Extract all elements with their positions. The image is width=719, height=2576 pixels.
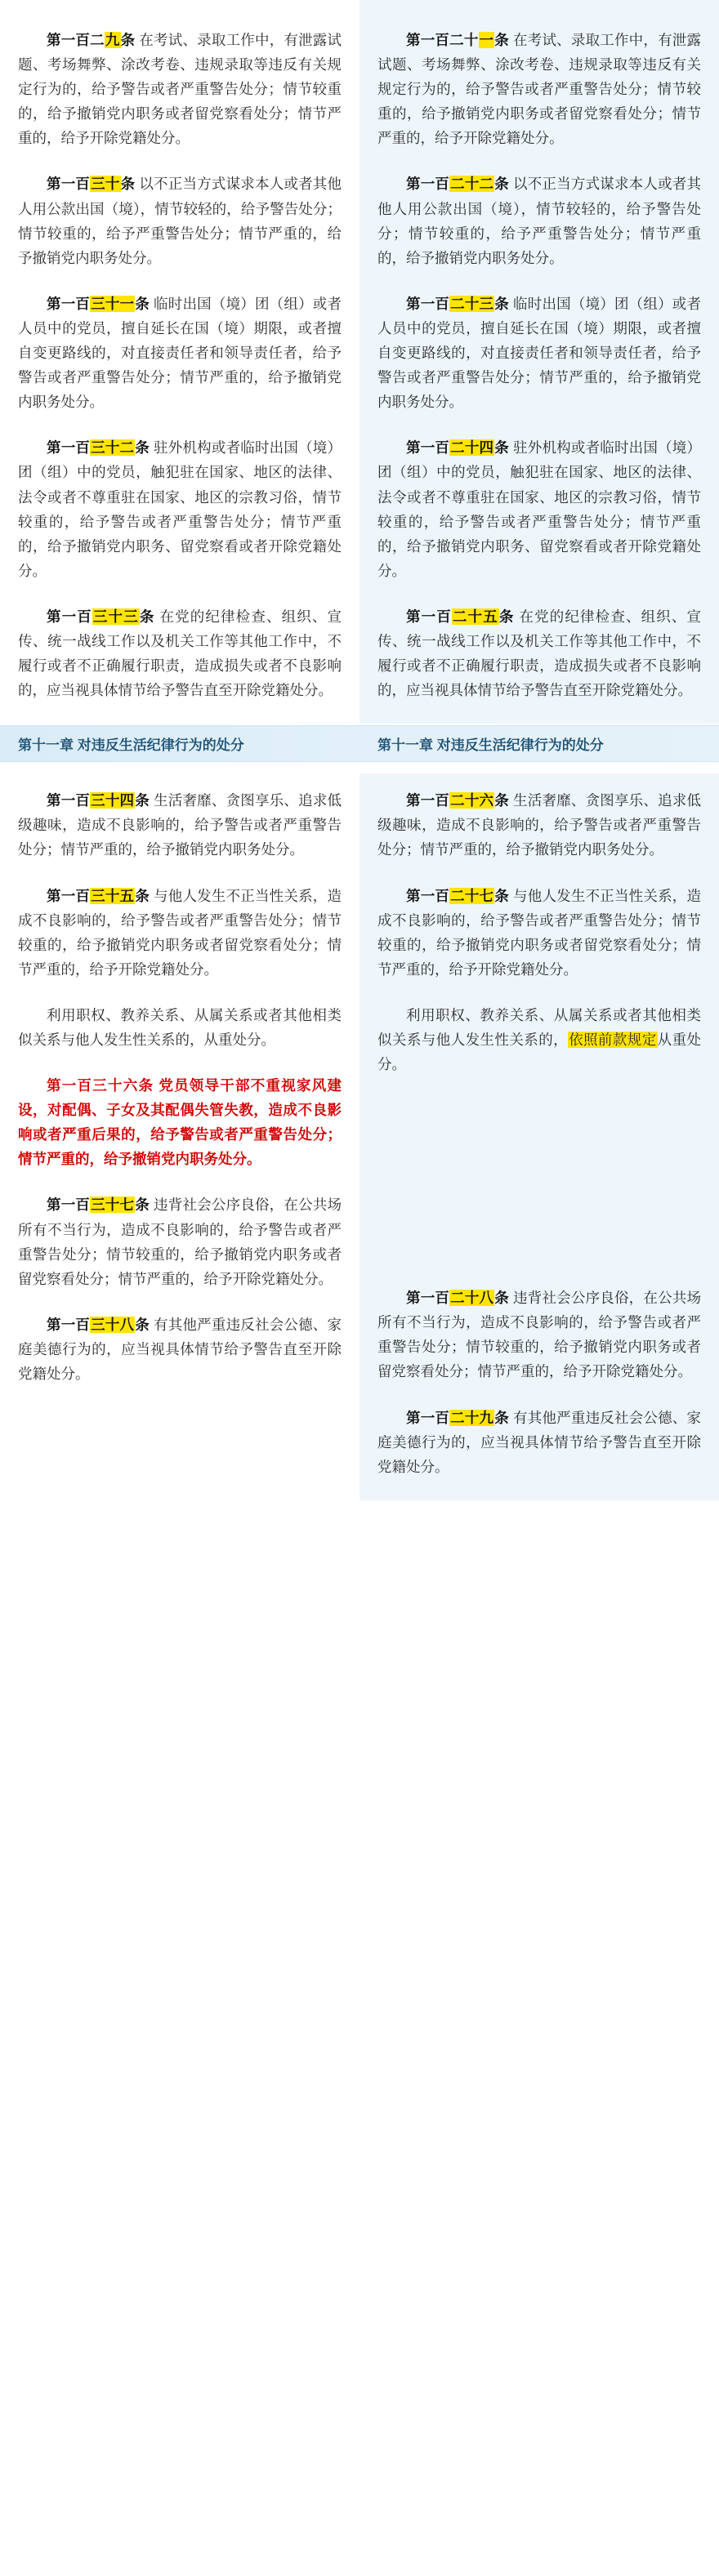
paragraph-art-135-sub: 利用职权、教养关系、从属关系或者其他相类似关系与他人发生性关系的，从重处分。	[18, 1006, 342, 1048]
highlight-token: 三十五	[91, 887, 135, 904]
article-number: 第一百二十三条	[406, 295, 509, 312]
article-number: 第一百三十条	[47, 176, 136, 193]
article-number: 第一百三十一条	[47, 295, 150, 312]
paragraph-art-128	[360, 1286, 719, 1384]
article-number: 第一百二十一条	[406, 32, 509, 48]
paragraph-art-137	[0, 1192, 360, 1290]
paragraph-art-122	[360, 172, 719, 270]
paragraph-art-124	[360, 435, 719, 583]
paragraph-art-133	[0, 604, 360, 702]
highlight-token: 三十	[91, 176, 120, 193]
article-number: 第一百三十六条	[47, 1077, 154, 1094]
article-body: 在考试、录取工作中，有泄露试题、考场舞弊、涂改考卷、违规录取等违反有关规定行为的，给予警告或者严重警告处分；情节较重的，给予撤销党内职务或者留党察看处分；情节严重的，给予开除党籍处分。	[18, 32, 342, 147]
top-comparison-section	[0, 0, 719, 724]
highlight-token: 二十四	[450, 439, 494, 457]
article-body: 生活奢靡、贪图享乐、追求低级趣味，造成不良影响的，给予警告或者严重警告处分；情节严重的，给予撤销党内职务处分。	[18, 792, 342, 858]
paragraph-art-123	[360, 292, 719, 414]
article-body: 生活奢靡、贪图享乐、追求低级趣味，造成不良影响的，给予警告或者严重警告处分；情节严重的，给予撤销党内职务处分。	[377, 792, 702, 858]
article-number: 第一百二九条	[47, 32, 136, 48]
paragraph-art-131	[0, 292, 360, 414]
paragraph-art-126	[360, 773, 719, 862]
paragraph-art-138	[0, 1313, 360, 1386]
article-body: 在党的纪律检查、组织、宣传、统一战线工作以及机关工作等其他工作中，不履行或者不正确履行职责，造成损失或者不良影响的，应当视具体情节给予警告直至开除党籍处分。	[377, 608, 702, 699]
article-number: 第一百二十九条	[406, 1409, 509, 1426]
highlight-token: 一	[479, 32, 494, 48]
article-number: 第一百二十七条	[406, 887, 509, 904]
chapter-heading-left: 第十一章 对违反生活纪律行为的处分	[18, 738, 244, 754]
article-number: 第一百二十四条	[406, 439, 509, 457]
paragraph-art-136	[0, 1073, 360, 1171]
chapter-heading-right: 第十一章 对违反生活纪律行为的处分	[360, 726, 719, 761]
paragraph-art-134	[0, 773, 360, 862]
article-number: 第一百三十二条	[47, 439, 150, 457]
highlight-token: 三十二	[91, 439, 135, 457]
right-column-bottom	[360, 773, 719, 1500]
highlight-token: 九	[105, 32, 120, 48]
highlight-token: 二十八	[450, 1290, 494, 1307]
article-body: 临时出国（境）团（组）或者人员中的党员，擅自延长在国（境）期限，或者擅自变更路线的，对直接责任者和领导责任者，给予警告或者严重警告处分；情节严重的，给予撤销党内职务处分。	[18, 295, 342, 411]
paragraph-art-127	[360, 884, 719, 982]
highlight-token: 二十七	[450, 887, 494, 904]
bottom-comparison-section	[0, 773, 719, 1500]
sub-prefix: 利用职权、教养关系、从属关系或者其他相类似关系与他人发生性关系的，	[377, 1006, 701, 1048]
paragraph-art-130	[0, 172, 360, 270]
article-number: 第一百二十八条	[406, 1290, 509, 1307]
highlight-token: 二十六	[450, 792, 494, 809]
highlight-token: 二十三	[450, 295, 494, 312]
article-body: 驻外机构或者临时出国（境）团（组）中的党员，触犯驻在国家、地区的法律、法令或者不尊重驻在国家、地区的宗教习俗，情节较重的，给予警告或者严重警告处分；情节严重的，给予撤销党内职务、留党察看或者开除党籍处分。	[377, 439, 702, 579]
paragraph-art-132	[0, 435, 360, 583]
right-column-top	[360, 0, 719, 724]
blank-gap	[360, 1098, 719, 1286]
article-body: 临时出国（境）团（组）或者人员中的党员，擅自延长在国（境）期限，或者擅自变更路线的，对直接责任者和领导责任者，给予警告或者严重警告处分；情节严重的，给予撤销党内职务处分。	[377, 295, 702, 411]
highlight-token: 三十七	[91, 1197, 135, 1214]
paragraph-art-135	[0, 884, 360, 982]
article-body: 驻外机构或者临时出国（境）团（组）中的党员，触犯驻在国家、地区的法律、法令或者不尊重驻在国家、地区的宗教习俗，情节较重的，给予警告或者严重警告处分；情节严重的，给予撤销党内职务、留党察看或者开除党籍处分。	[18, 439, 342, 579]
paragraph-art-125	[360, 604, 719, 702]
article-body: 违背社会公序良俗，在公共场所有不当行为，造成不良影响的，给予警告或者严重警告处分；情节较重的，给予撤销党内职务或者留党察看处分；情节严重的，给予开除党籍处分。	[18, 1197, 342, 1287]
paragraph-art-127-sub	[360, 1003, 719, 1076]
article-body: 党员领导干部不重视家风建设，对配偶、子女及其配偶失管失教，造成不良影响或者严重后果的，给予警告或者严重警告处分；情节严重的，给予撤销党内职务处分。	[18, 1077, 342, 1168]
article-body: 与他人发生不正当性关系，造成不良影响的，给予警告或者严重警告处分；情节较重的，给予撤销党内职务或者留党察看处分；情节严重的，给予开除党籍处分。	[377, 887, 702, 978]
article-number: 第一百三十四条	[47, 792, 150, 809]
highlight-token: 二十九	[450, 1409, 494, 1426]
article-body: 有其他严重违反社会公德、家庭美德行为的，应当视具体情节给予警告直至开除党籍处分。	[18, 1316, 342, 1383]
sub-suffix: 从重处分。	[377, 1032, 702, 1073]
article-number: 第一百二十五条	[406, 608, 515, 625]
paragraph-art-121	[360, 13, 719, 150]
highlight-token: 二十五	[452, 608, 498, 625]
article-number: 第一百三十八条	[47, 1316, 150, 1333]
highlight-phrase: 依照前款规定	[569, 1032, 657, 1048]
article-number: 第一百三十五条	[47, 887, 150, 904]
paragraph-art-129	[0, 13, 360, 150]
article-number: 第一百二十二条	[406, 176, 509, 193]
left-column-bottom	[0, 773, 360, 1500]
article-number: 第一百三十七条	[47, 1197, 150, 1214]
chapter-heading-band	[0, 725, 719, 762]
article-body: 以不正当方式谋求本人或者其他人用公款出国（境），情节较轻的，给予警告处分；情节较重的，给予严重警告处分；情节严重的，给予撤销党内职务处分。	[18, 176, 342, 266]
article-number: 第一百三十三条	[47, 608, 155, 625]
article-number: 第一百二十六条	[406, 792, 509, 809]
highlight-token: 三十四	[91, 792, 135, 809]
article-body: 有其他严重违反社会公德、家庭美德行为的，应当视具体情节给予警告直至开除党籍处分。	[377, 1409, 702, 1475]
article-body: 与他人发生不正当性关系，造成不良影响的，给予警告或者严重警告处分；情节较重的，给予撤销党内职务或者留党察看处分；情节严重的，给予开除党籍处分。	[18, 887, 342, 978]
article-body: 以不正当方式谋求本人或者其他人用公款出国（境），情节较轻的，给予警告处分；情节较重的，给予严重警告处分；情节严重的，给予撤销党内职务处分。	[377, 176, 702, 266]
highlight-token: 三十一	[91, 295, 135, 312]
highlight-token: 三十八	[91, 1316, 135, 1333]
article-body: 在考试、录取工作中，有泄露试题、考场舞弊、涂改考卷、违规录取等违反有关规定行为的，给予警告或者严重警告处分；情节较重的，给予撤销党内职务或者留党察看处分；情节严重的，给予开除党籍处分。	[377, 32, 702, 147]
article-body: 在党的纪律检查、组织、宣传、统一战线工作以及机关工作等其他工作中，不履行或者不正确履行职责，造成损失或者不良影响的，应当视具体情节给予警告直至开除党籍处分。	[18, 608, 342, 699]
left-column-top	[0, 0, 360, 724]
article-body: 违背社会公序良俗，在公共场所有不当行为，造成不良影响的，给予警告或者严重警告处分；情节较重的，给予撤销党内职务或者留党察看处分；情节严重的，给予开除党籍处分。	[377, 1290, 702, 1380]
paragraph-art-129b	[360, 1406, 719, 1479]
highlight-token: 二十二	[450, 176, 494, 193]
highlight-token: 三十三	[92, 608, 139, 625]
